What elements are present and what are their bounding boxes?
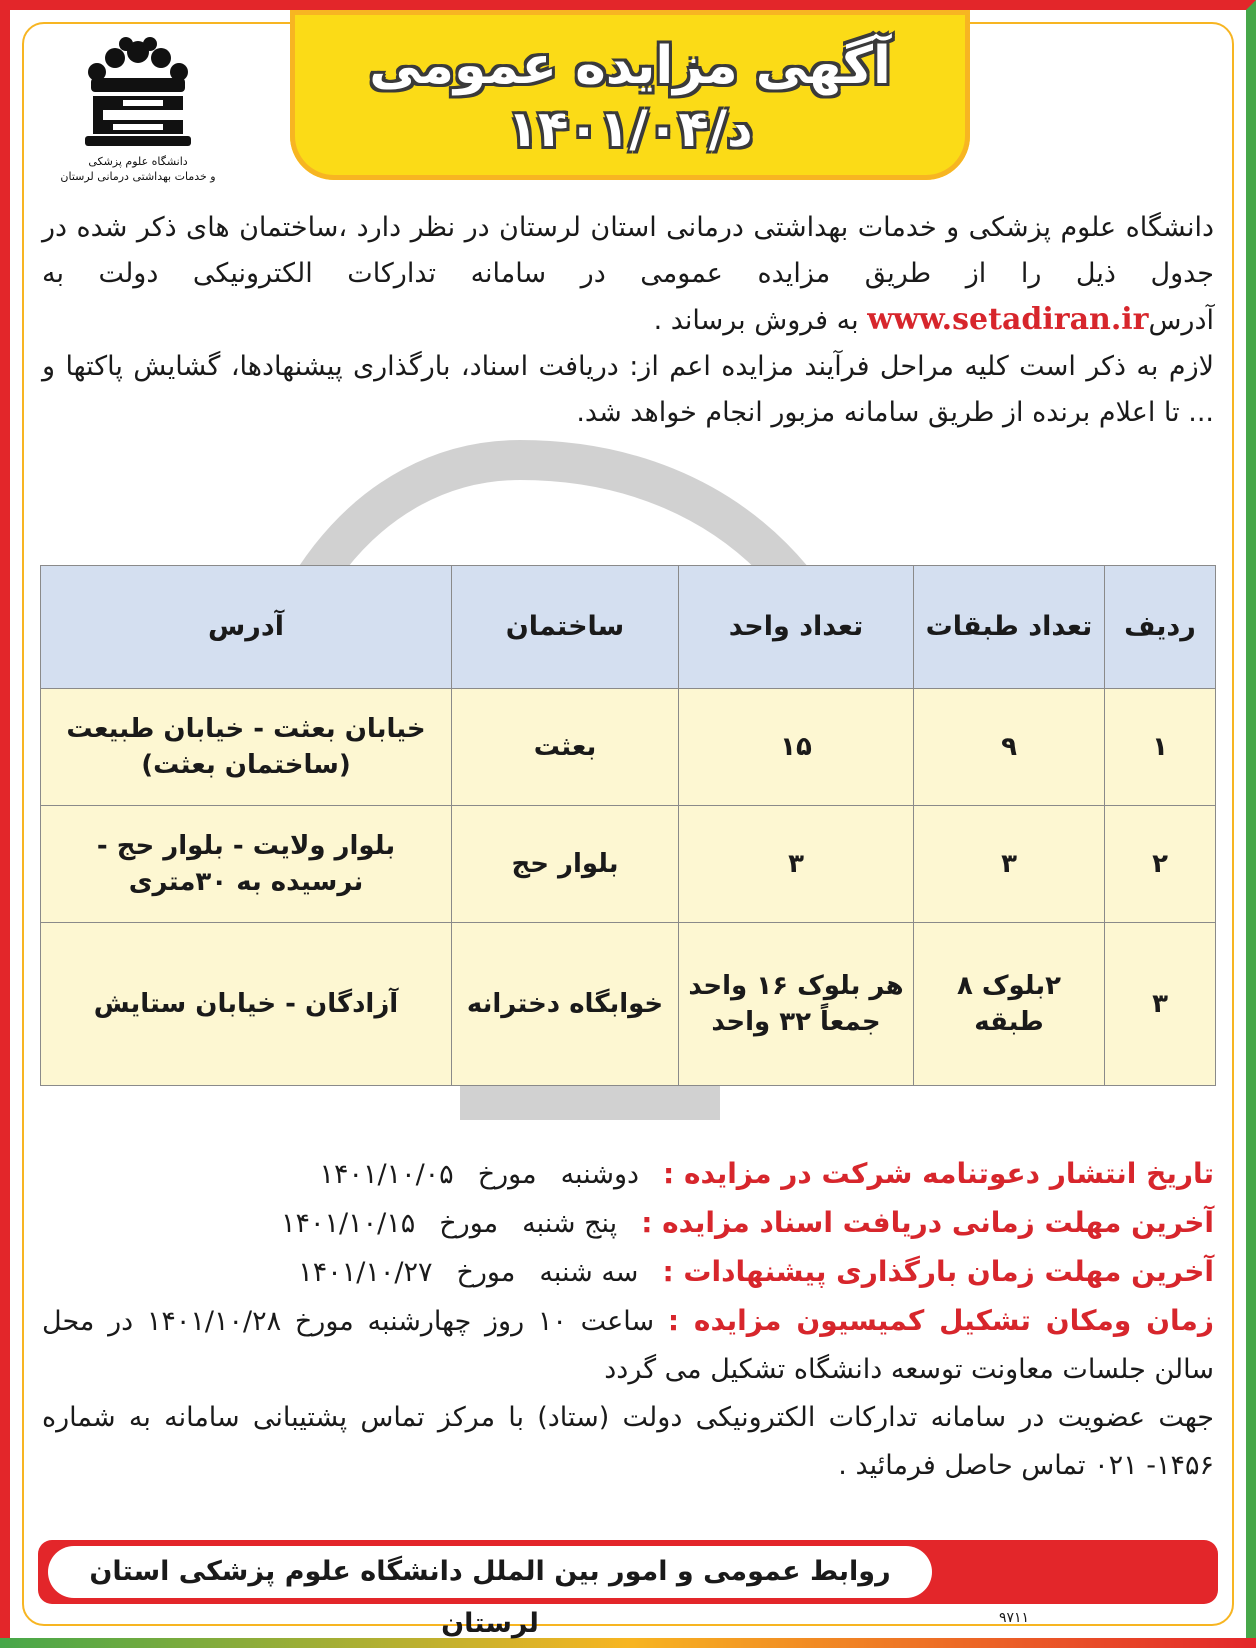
cell-building: خوابگاه دخترانه [452,923,679,1086]
docs-deadline-line [42,1199,1214,1248]
university-logo [48,30,228,200]
intro-part-1: دانشگاه علوم پزشکی و خدمات بهداشتی درمانی استان لرستان در نظر دارد ،ساختمان های ذکر شده در جدول ذیل را از طریق مزایده عمومی در سامانه تدارکات الکترونیکی دولت به آدرس [42,212,1214,336]
header-address: آدرس [41,566,452,689]
header-units: تعداد واحد [679,566,914,689]
membership-text: جهت عضویت در سامانه تدارکات الکترونیکی دولت (ستاد) با مرکز تماس پشتیبانی سامانه به شماره ۱۴۵۶- ۰۲۱ تماس حاصل فرمائید . [42,1402,1214,1481]
upload-date: ۱۴۰۱/۱۰/۲۷ [298,1257,433,1288]
upload-word: مورخ [456,1257,516,1288]
setadiran-link[interactable]: www.setadiran.ir [867,302,1149,337]
cell-row-number: ۲ [1105,806,1216,923]
header-building: ساختمان [452,566,679,689]
upload-deadline-line [42,1248,1214,1297]
cell-floors: ۲بلوک ۸ طبقه [914,923,1105,1086]
docs-label: آخرین مهلت زمانی دریافت اسناد مزایده : [641,1206,1214,1239]
university-emblem-icon [63,30,213,150]
docs-word: مورخ [439,1208,499,1239]
cell-address: خیابان بعثت - خیابان طبیعت (ساختمان بعثت) [41,689,452,806]
commission-text: ساعت ۱۰ روز چهارشنبه مورخ ۱۴۰۱/۱۰/۲۸ در محل سالن جلسات معاونت توسعه دانشگاه تشکیل می گردد [42,1306,1214,1385]
page-title: آگهی مزایده عمومی [369,36,891,96]
upload-label: آخرین مهلت زمان بارگذاری پیشنهادات : [662,1255,1214,1288]
publish-date-line [42,1150,1214,1199]
intro-paragraph-1 [42,205,1214,344]
table-header-row [41,566,1216,689]
logo-line-1: دانشگاه علوم پزشکی [88,155,188,168]
commission-label: زمان ومکان تشکیل کمیسیون مزایده : [667,1304,1214,1337]
logo-line-2: و خدمات بهداشتی درمانی لرستان [60,170,216,183]
cell-floors: ۳ [914,806,1105,923]
title-banner [290,10,970,180]
cell-units: ۱۵ [679,689,914,806]
docs-date: ۱۴۰۱/۱۰/۱۵ [281,1208,416,1239]
publish-day: دوشنبه [560,1159,640,1190]
cell-row-number: ۱ [1105,689,1216,806]
cell-units: هر بلوک ۱۶ واحد جمعاً ۳۲ واحد [679,923,914,1086]
ad-code: ۹۷۱۱ [998,1610,1030,1626]
table-row [41,806,1216,923]
docs-day: پنج شنبه [522,1208,618,1239]
auction-code: د/۱۴۰۱/۰۴ [507,100,753,158]
upload-day: سه شنبه [539,1257,639,1288]
table-row [41,923,1216,1086]
publish-word: مورخ [477,1159,537,1190]
cell-address: آزادگان - خیابان ستایش [41,923,452,1086]
publish-date: ۱۴۰۱/۱۰/۰۵ [319,1159,454,1190]
schedule-section [42,1150,1214,1490]
table-row [41,689,1216,806]
cell-building: بلوار حج [452,806,679,923]
intro-part-2: به فروش برساند . [653,305,868,336]
cell-units: ۳ [679,806,914,923]
cell-floors: ۹ [914,689,1105,806]
cell-address: بلوار ولایت - بلوار حج - نرسیده به ۳۰متری [41,806,452,923]
intro-paragraph-2: لازم به ذکر است کلیه مراحل فرآیند مزایده اعم از: دریافت اسناد، بارگذاری پیشنهادها، گشایش پاکتها و ... تا اعلام برنده از طریق سامانه مزبور انجام خواهد شد. [42,351,1214,428]
publish-label: تاریخ انتشار دعوتنامه شرکت در مزایده : [663,1157,1214,1190]
frame-bottom-stripe [0,1638,1256,1648]
footer-text: روابط عمومی و امور بین الملل دانشگاه علوم پزشکی استان لرستان [48,1546,932,1598]
buildings-table [40,565,1216,1086]
header-row-number: ردیف [1105,566,1216,689]
cell-row-number: ۳ [1105,923,1216,1086]
cell-building: بعثت [452,689,679,806]
commission-line [42,1297,1214,1394]
header-floors: تعداد طبقات [914,566,1105,689]
intro-text [42,205,1214,436]
